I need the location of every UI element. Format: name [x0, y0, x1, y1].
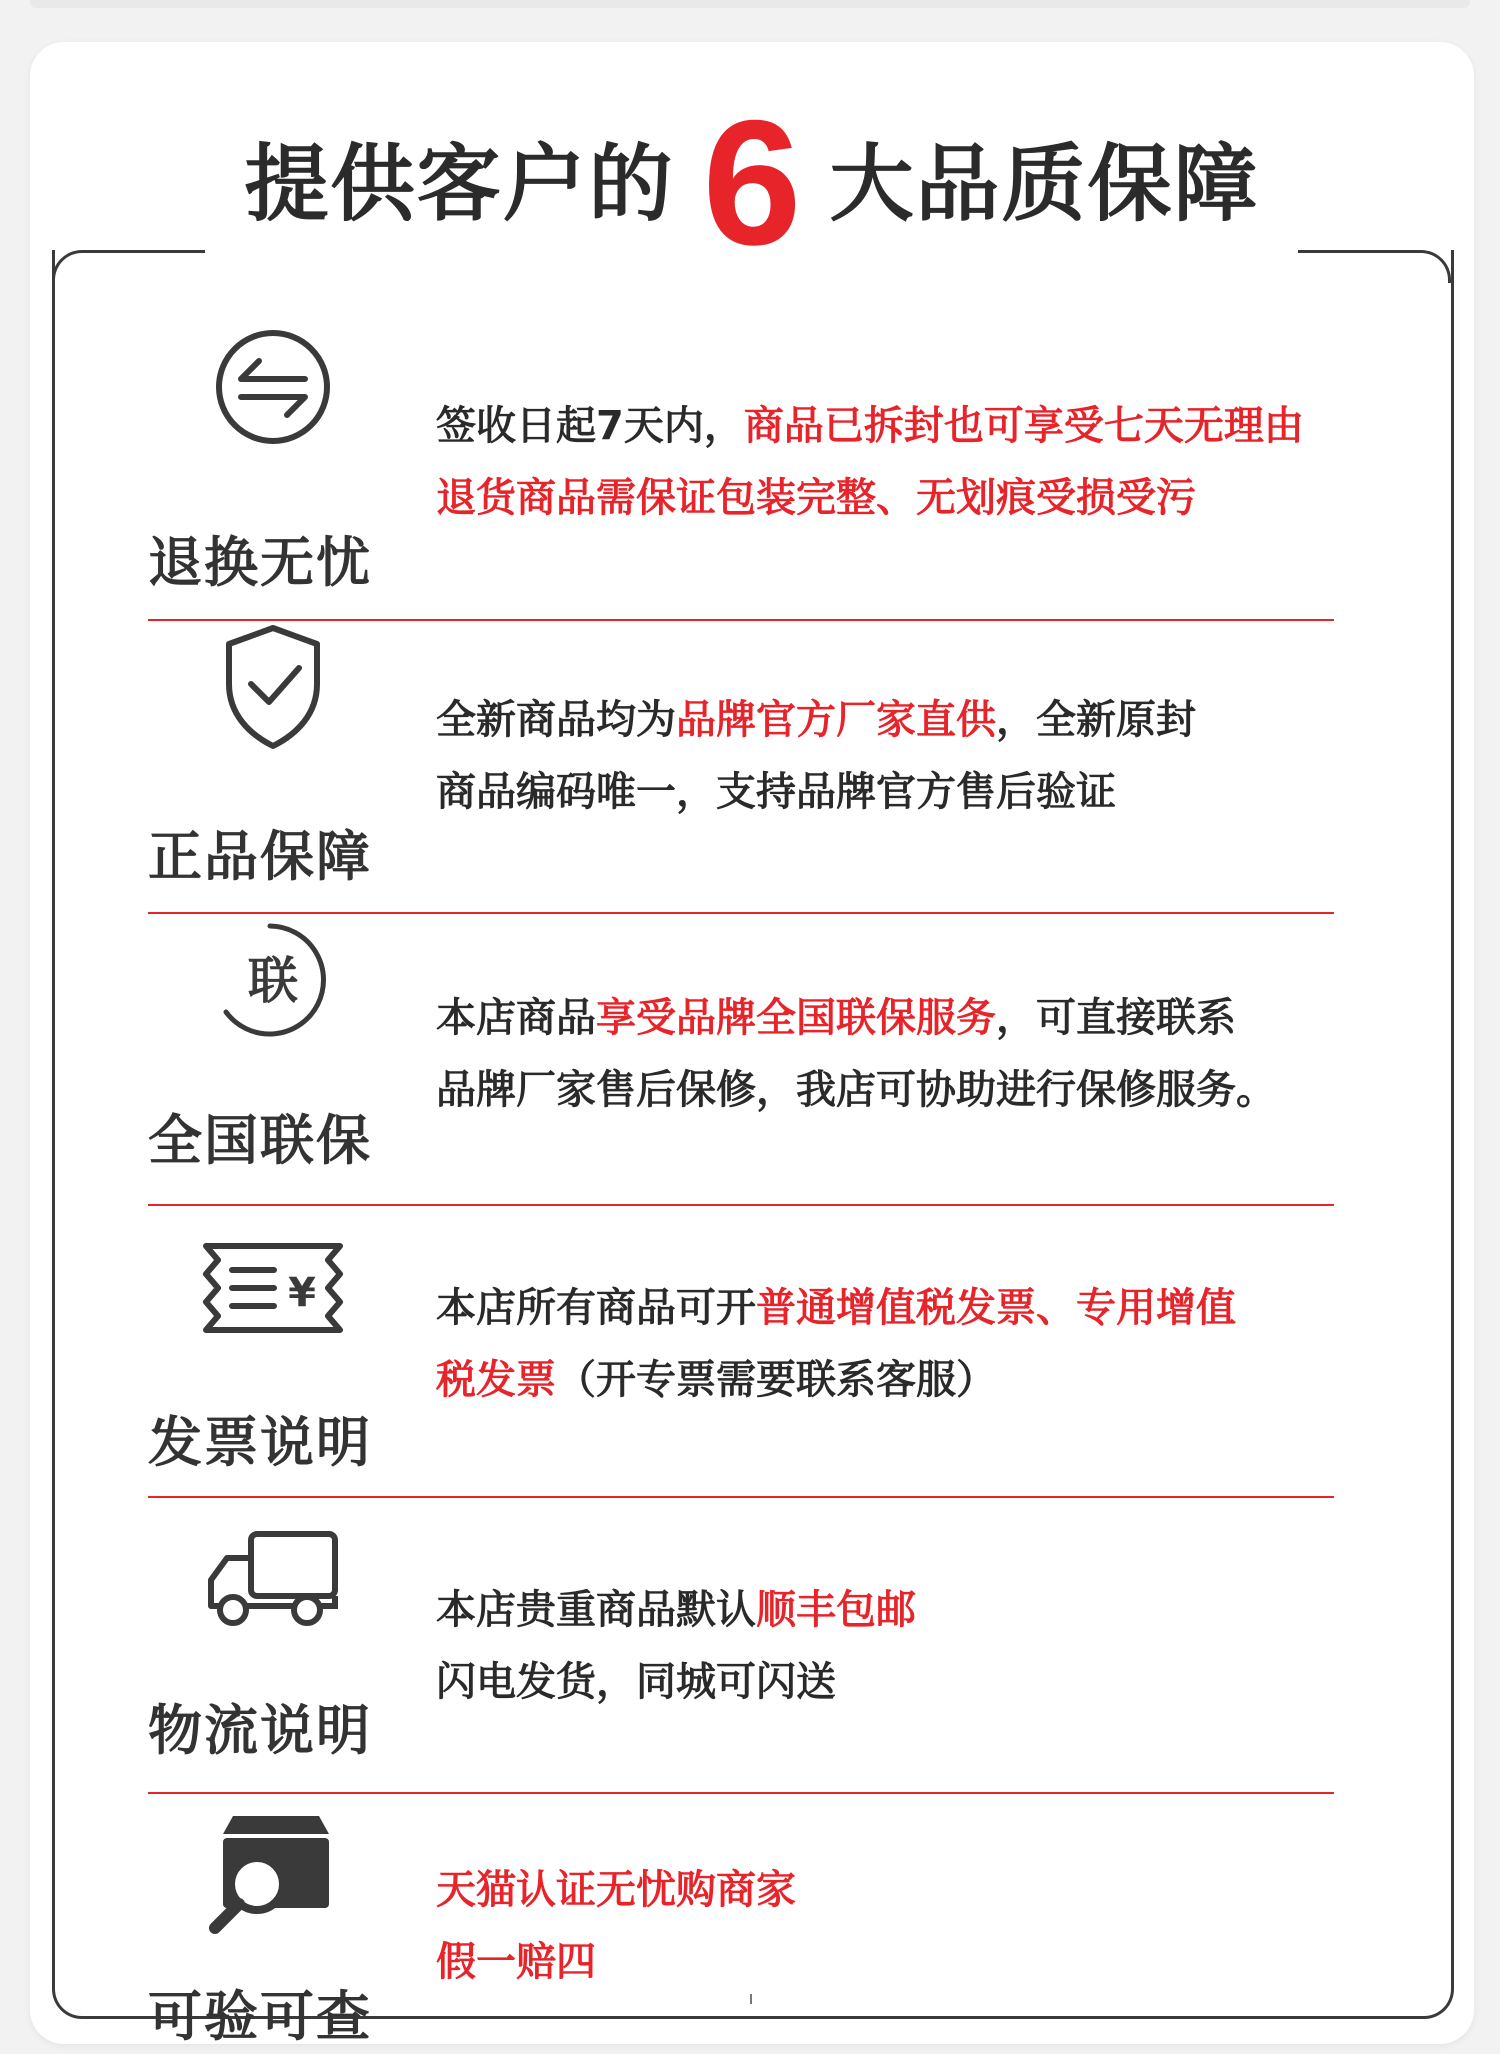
title-number: 6	[702, 83, 802, 282]
icon-glyph: 联	[248, 952, 298, 1010]
item-label: 物流说明	[148, 1699, 372, 1762]
top-edge-strip	[30, 0, 1470, 8]
desc-text: ，可直接联系	[996, 995, 1236, 1041]
red-divider	[148, 912, 1334, 914]
desc-text: 全新商品均为	[436, 697, 676, 743]
item-description	[436, 1854, 1436, 1998]
item-description	[436, 1272, 1436, 1416]
invoice-ticket-icon	[198, 1224, 348, 1354]
desc-text: 闪电发货，同城可闪送	[436, 1659, 836, 1705]
desc-highlight: 顺丰包邮	[756, 1587, 916, 1633]
desc-highlight: 享受品牌全国联保服务	[596, 995, 996, 1041]
svg-text:¥: ¥	[288, 1270, 316, 1316]
desc-highlight: 天猫认证无忧购商家	[436, 1867, 796, 1913]
desc-text: 品牌厂家售后保修，我店可协助进行保修服务。	[436, 1067, 1276, 1113]
desc-highlight: 假一赔四	[436, 1939, 596, 1985]
item-label: 可验可查	[148, 1985, 372, 2048]
item-description	[436, 684, 1436, 828]
item-label: 正品保障	[148, 825, 372, 888]
exchange-arrows-icon	[198, 322, 348, 452]
desc-highlight: 品牌官方厂家直供	[676, 697, 996, 743]
delivery-truck-icon	[198, 1514, 348, 1644]
page-title	[30, 82, 1474, 282]
desc-text: 商品编码唯一，支持品牌官方售后验证	[436, 769, 1116, 815]
desc-highlight: 税发票	[436, 1357, 556, 1403]
desc-text: 签收日起7天内，	[436, 403, 744, 449]
desc-highlight: 普通增值税发票、专用增值	[756, 1285, 1236, 1331]
frame-corner-right	[1298, 250, 1451, 283]
red-divider	[148, 1792, 1334, 1794]
item-description	[436, 1574, 1436, 1718]
desc-text: 本店所有商品可开	[436, 1285, 756, 1331]
shield-check-icon	[198, 622, 348, 752]
red-divider	[148, 619, 1334, 621]
item-label: 发票说明	[148, 1411, 372, 1474]
lian-circle-icon	[198, 916, 348, 1046]
desc-text: ，全新原封	[996, 697, 1196, 743]
item-label: 全国联保	[148, 1109, 372, 1172]
desc-highlight: 商品已拆封也可享受七天无理由	[743, 403, 1304, 449]
desc-highlight: 退货商品需保证包装完整、无划痕受损受污	[436, 475, 1196, 521]
guarantee-card	[30, 42, 1474, 2048]
scroll-tick	[750, 1994, 752, 2004]
box-magnifier-icon	[198, 1812, 348, 1942]
item-description	[436, 982, 1436, 1126]
item-description	[436, 390, 1436, 534]
red-divider	[148, 1204, 1334, 1206]
desc-text: 本店贵重商品默认	[436, 1587, 756, 1633]
title-text-after: 大品质保障	[829, 134, 1260, 233]
frame-corner-left	[52, 250, 205, 283]
red-divider	[148, 1496, 1334, 1498]
desc-text: （开专票需要联系客服）	[556, 1357, 996, 1403]
title-text-before: 提供客户的	[244, 134, 675, 233]
desc-text: 本店商品	[436, 995, 596, 1041]
item-label: 退换无忧	[148, 531, 372, 594]
